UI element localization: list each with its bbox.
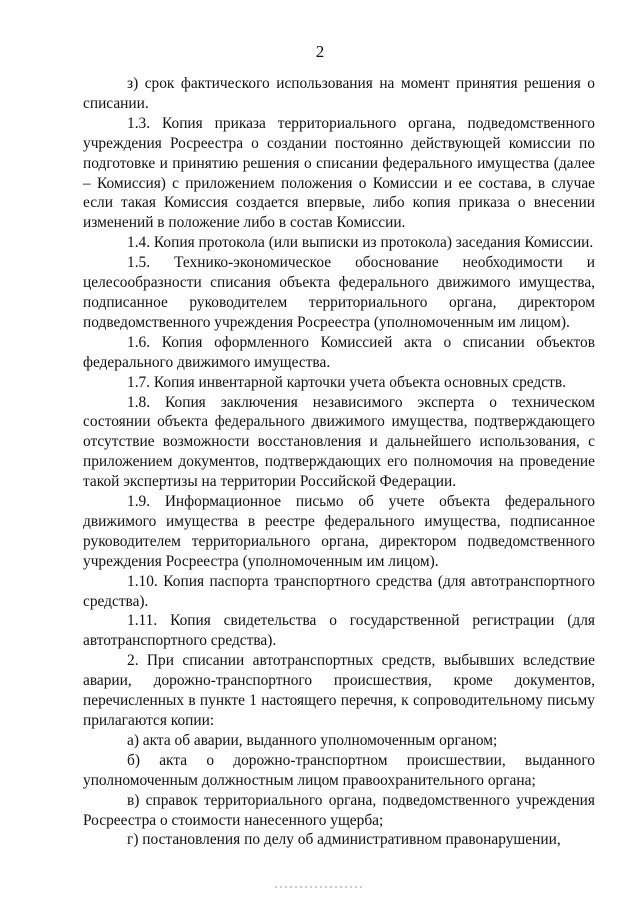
paragraph-1-4: 1.4. Копия протокола (или выписки из протокола) заседания Комиссии. [127, 234, 594, 252]
scan-mark [275, 884, 365, 890]
paragraph-1-7: 1.7. Копия инвентарной карточки учета объекта основных средств. [127, 373, 566, 391]
paragraph-2b: б) акта о дорожно-транспортном происшествии, выданного уполномоченным должностным лицом правоохранительного органа; [83, 751, 595, 789]
paragraph-1-6: 1.6. Копия оформленного Комиссией акта о списании объектов федерального движимого имущества. [83, 333, 595, 371]
paragraph-1-10: 1.10. Копия паспорта транспортного средства (для автотранспортного средства). [83, 572, 595, 610]
paragraph-2a: а) акта об аварии, выданного уполномоченным органом; [127, 731, 498, 749]
page-number: 2 [315, 42, 325, 61]
paragraph-2v: в) справок территориального органа, подведомственного учреждения Росреестра о стоимости нанесенного ущерба; [83, 791, 595, 829]
document-body [83, 74, 595, 850]
paragraph-3z: з) срок фактического использования на момент принятия решения о списании. [83, 75, 595, 112]
paragraph-1-5: 1.5. Технико-экономическое обоснование необходимости и целесообразности списания объекта федерального движимого имущества, подписанное руководителем территориального органа, директором подведомственного учреждения Росреестра (уполномоченным им лицом). [83, 254, 595, 331]
paragraph-1-9: 1.9. Информационное письмо об учете объекта федерального движимого имущества в реестре федерального имущества, подписанное руководителем территориального органа, директором подведомственного учреждения Росреестра (уполномоченным им лицом). [83, 493, 595, 570]
paragraph-1-3: 1.3. Копия приказа территориального органа, подведомственного учреждения Росреестра о создании постоянно действующей комиссии по подготовке и принятию решения о списании федерального имущества (далее – Комиссия) с приложением положения о Комиссии и ее состава, в случае если такая Комиссия создается впервые, либо копия приказа о внесении изменений в положение либо в состав Комиссии. [83, 114, 595, 232]
paragraph-2: 2. При списании автотранспортных средств, выбывших вследствие аварии, дорожно-транспортного происшествия, кроме документов, перечисленных в пункте 1 настоящего перечня, к сопроводительному письму прилагаются копии: [83, 652, 595, 729]
paragraph-2g: г) постановления по делу об административном правонарушении, [127, 831, 561, 849]
paragraph-1-11: 1.11. Копия свидетельства о государственной регистрации (для автотранспортного средства). [83, 612, 595, 650]
paragraph-1-8: 1.8. Копия заключения независимого эксперта о техническом состоянии объекта федерального движимого имущества, подтверждающего отсутствие возможности восстановления и дальнейшего использования, с приложением документов, подтверждающих его полномочия на проведение такой экспертизы на территории Российской Федерации. [83, 393, 595, 491]
